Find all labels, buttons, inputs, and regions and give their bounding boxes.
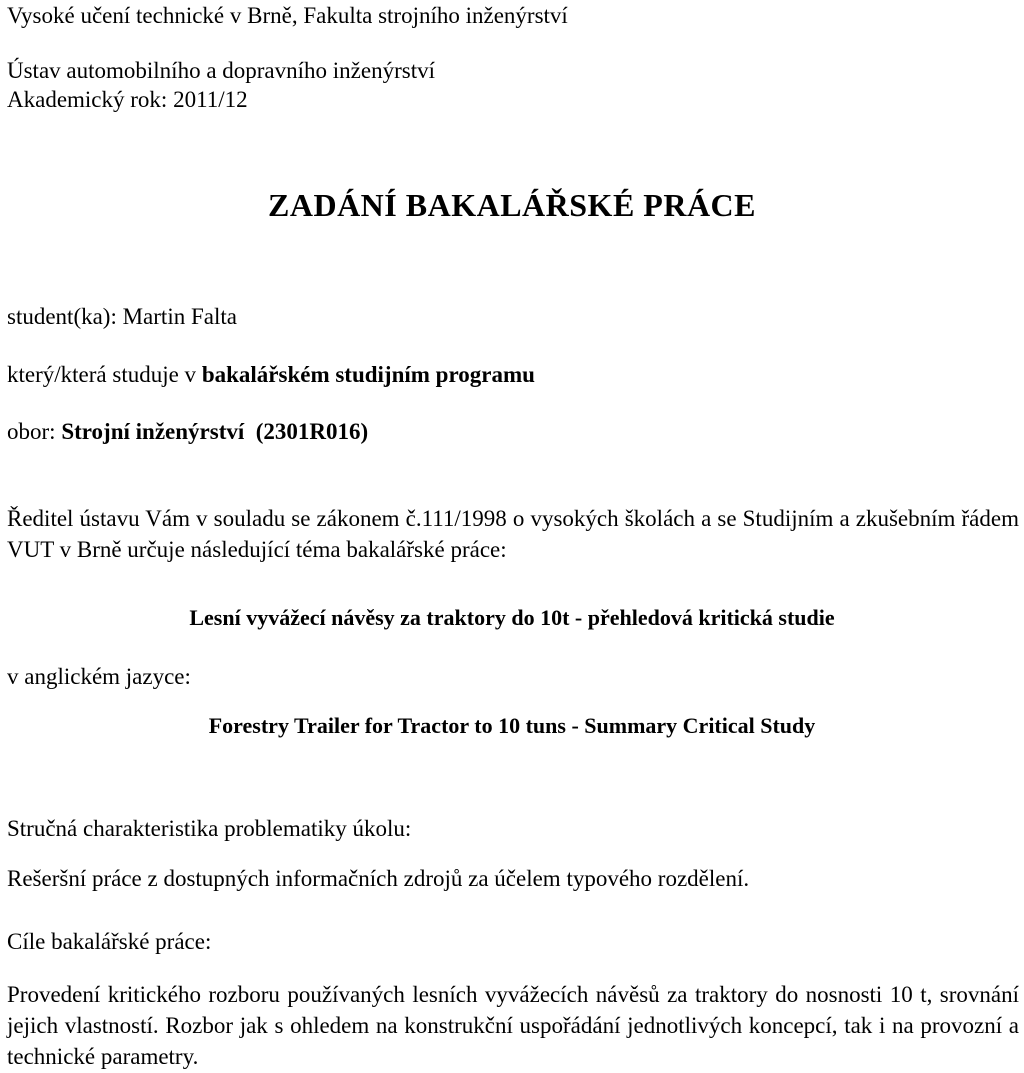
student-line xyxy=(7,303,237,331)
field-line xyxy=(7,418,368,446)
topic-czech: Lesní vyvážecí návěsy za traktory do 10t - přehledová kritická studie xyxy=(189,605,835,630)
characteristics-text: Rešeršní práce z dostupných informačních zdrojů za účelem typového rozdělení. xyxy=(7,866,750,891)
program-prefix: který/která studuje v xyxy=(7,362,202,387)
topic-english: Forestry Trailer for Tractor to 10 tuns - Summary Critical Study xyxy=(208,713,816,738)
characteristics-label: Stručná charakteristika problematiky úkolu: xyxy=(7,816,412,841)
goals-text: Provedení kritického rozboru používaných lesních vyvážecích návěsů za traktory do nosnosti 10 t, srovnání jejich vlastností. Rozbor jak s ohledem na konstrukční uspořádání jednotlivých koncepcí, tak i na provozní a technické parametry. xyxy=(7,982,1019,1069)
program-name: bakalářském studijním programu xyxy=(201,362,535,387)
goals-label: Cíle bakalářské práce: xyxy=(7,929,212,954)
english-label: v anglickém jazyce: xyxy=(7,664,191,689)
program-line xyxy=(7,361,535,389)
university-faculty: Vysoké učení technické v Brně, Fakulta strojního inženýrství xyxy=(7,3,568,28)
institute-name: Ústav automobilního a dopravního inženýrství xyxy=(7,58,435,83)
field-name: Strojní inženýrství xyxy=(61,419,245,444)
field-label: obor: xyxy=(7,419,62,444)
page-title: ZADÁNÍ BAKALÁŘSKÉ PRÁCE xyxy=(268,187,756,223)
field-code: (2301R016) xyxy=(255,419,369,444)
academic-year: Akademický rok: 2011/12 xyxy=(7,87,248,112)
student-name: Martin Falta xyxy=(122,304,237,329)
director-statement: Ředitel ústavu Vám v souladu se zákonem č.111/1998 o vysokých školách a se Studijním a zkušebním řádem VUT v Brně určuje následující téma bakalářské práce: xyxy=(7,506,1019,562)
student-label: student(ka): xyxy=(7,304,123,329)
